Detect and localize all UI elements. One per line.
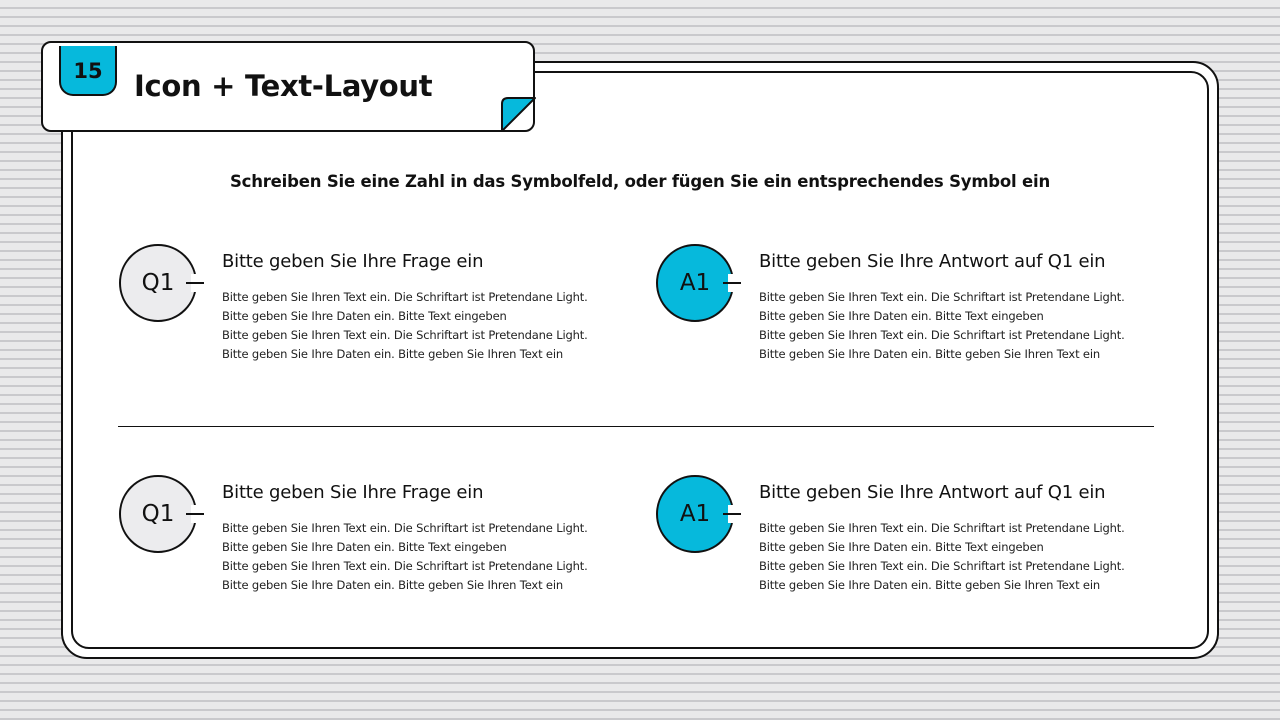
circle-notch-line <box>723 513 741 515</box>
answer-block <box>656 475 1126 605</box>
answer-body-text: Bitte geben Sie Ihren Text ein. Die Schriftart ist Pretendane Light. Bitte geben Sie Ihre Daten ein. Bitte Text eingeben Bitte geben Sie Ihren Text ein. Die Schriftart ist Pretendane Light. Bitte geben Sie Ihre Daten ein. Bitte geben Sie Ihren Text ein <box>759 521 1125 592</box>
answer-heading: Bitte geben Sie Ihre Antwort auf Q1 ein <box>759 482 1106 503</box>
answer-body-text: Bitte geben Sie Ihren Text ein. Die Schriftart ist Pretendane Light. Bitte geben Sie Ihre Daten ein. Bitte Text eingeben Bitte geben Sie Ihren Text ein. Die Schriftart ist Pretendane Light. Bitte geben Sie Ihre Daten ein. Bitte geben Sie Ihren Text ein <box>759 290 1125 361</box>
question-icon-label: Q1 <box>141 501 175 527</box>
question-block <box>119 244 589 374</box>
page-number-badge: 15 <box>59 46 117 96</box>
circle-notch-line <box>723 282 741 284</box>
question-heading: Bitte geben Sie Ihre Frage ein <box>222 251 484 272</box>
question-icon-label: Q1 <box>141 270 175 296</box>
answer-block <box>656 244 1126 374</box>
answer-heading: Bitte geben Sie Ihre Antwort auf Q1 ein <box>759 251 1106 272</box>
page-title: Icon + Text-Layout <box>134 69 433 103</box>
page-subtitle: Schreiben Sie eine Zahl in das Symbolfeld, oder fügen Sie ein entsprechendes Symbol ein <box>229 172 1051 191</box>
question-body-text: Bitte geben Sie Ihren Text ein. Die Schriftart ist Pretendane Light. Bitte geben Sie Ihre Daten ein. Bitte Text eingeben Bitte geben Sie Ihren Text ein. Die Schriftart ist Pretendane Light. Bitte geben Sie Ihre Daten ein. Bitte geben Sie Ihren Text ein <box>222 290 588 361</box>
question-heading: Bitte geben Sie Ihre Frage ein <box>222 482 484 503</box>
question-body-text: Bitte geben Sie Ihren Text ein. Die Schriftart ist Pretendane Light. Bitte geben Sie Ihre Daten ein. Bitte Text eingeben Bitte geben Sie Ihren Text ein. Die Schriftart ist Pretendane Light. Bitte geben Sie Ihre Daten ein. Bitte geben Sie Ihren Text ein <box>222 521 588 592</box>
answer-icon-label: A1 <box>679 501 711 527</box>
circle-notch-line <box>186 282 204 284</box>
folded-corner-icon <box>500 96 537 133</box>
answer-icon-label: A1 <box>679 270 711 296</box>
divider <box>118 426 1154 427</box>
question-block <box>119 475 589 605</box>
circle-notch-line <box>186 513 204 515</box>
